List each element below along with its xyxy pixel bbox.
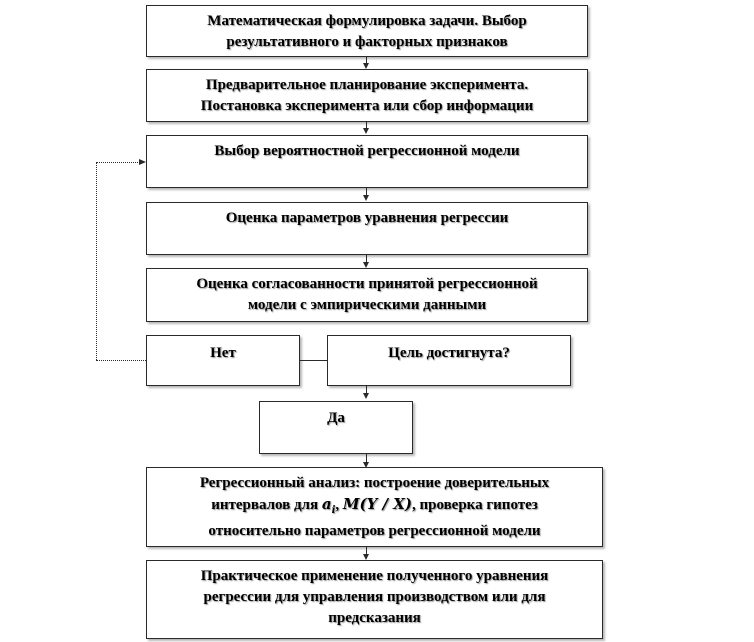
step-problem-formulation-line1: Математическая формулировка задачи. Выбор (207, 13, 527, 29)
arrowhead-2-3 (363, 128, 369, 134)
step-parameter-estimation (146, 202, 588, 255)
step-regression-analysis-line2 (147, 494, 602, 521)
feedback-loop-top (96, 162, 140, 163)
step-experiment-planning (146, 69, 588, 122)
step-regression-analysis-line3: относительно параметров регрессионной модели (208, 523, 541, 539)
line2-suffix: , проверка гипотез (411, 497, 538, 513)
step-problem-formulation (146, 5, 588, 57)
formula-a-symbol: a (321, 495, 332, 513)
line2-prefix: интервалов для (211, 497, 322, 513)
yes-branch-box (259, 401, 413, 454)
no-branch-box (146, 335, 300, 386)
formula-a-subscript: i (331, 505, 336, 516)
step-practical-application-line3: предсказания (328, 610, 421, 626)
step-problem-formulation-line2: результативного и факторных признаков (226, 34, 508, 50)
yes-branch-label: Да (327, 410, 345, 426)
step-regression-analysis-line1: Регрессионный анализ: построение доверительных (199, 475, 550, 491)
arrowhead-decision-yes (363, 393, 369, 399)
formula-a (321, 495, 336, 516)
step-experiment-planning-line1: Предварительное планирование эксперимента. (205, 77, 529, 93)
no-branch-label: Нет (210, 345, 236, 361)
formula-separator: , (335, 497, 343, 513)
step-parameter-estimation-line1: Оценка параметров уравнения регрессии (225, 210, 509, 226)
step-model-adequacy-line1: Оценка согласованности принятой регрессионной (196, 276, 538, 292)
decision-goal-reached (327, 335, 571, 386)
formula-m: M(Y / X) (342, 495, 412, 513)
arrowhead-3-4 (363, 195, 369, 201)
step-regression-analysis (146, 467, 603, 547)
step-practical-application (146, 560, 603, 639)
step-experiment-planning-line2: Постановка эксперимента или сбор информации (200, 98, 534, 114)
decision-goal-reached-label: Цель достигнута? (388, 345, 510, 361)
feedback-loop-bottom (96, 360, 146, 361)
step-practical-application-line2: регрессии для управления производством или для (203, 589, 546, 605)
step-model-selection-line1: Выбор вероятностной регрессионной модели (214, 143, 520, 159)
step-model-adequacy-line2: модели с эмпирическими данными (247, 297, 487, 313)
step-model-selection (146, 135, 588, 188)
feedback-loop-arrowhead (139, 159, 146, 165)
step-model-adequacy (146, 268, 588, 322)
feedback-loop-vertical (96, 162, 97, 360)
step-practical-application-line1: Практическое применение полученного уравнения (200, 568, 549, 584)
connector-no-decision (300, 360, 327, 361)
